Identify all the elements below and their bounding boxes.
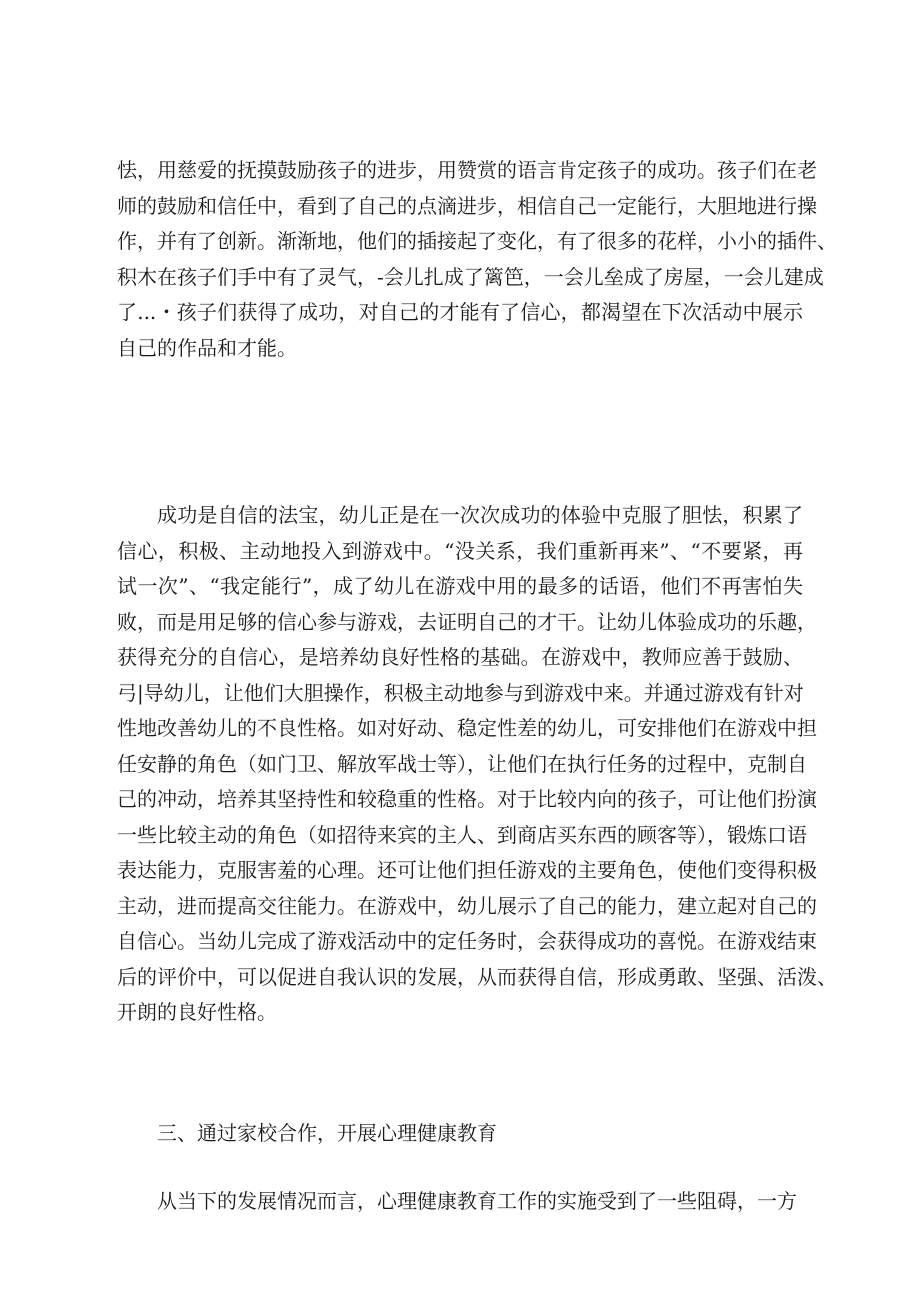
text-line: 信心，积极、主动地投入到游戏中。“没关系，我们重新再来”、“不要紧，再 bbox=[117, 538, 803, 563]
text-line: 积木在孩子们手中有了灵气，-会儿扎成了篱笆，一会儿垒成了房屋，一会儿建成 bbox=[117, 264, 824, 289]
text-line: 主动，进而提高交往能力。在游戏中，幼儿展示了自己的能力，建立起对自己的 bbox=[117, 893, 817, 918]
text-line: 弓|导幼儿，让他们大胆操作，积极主动地参与到游戏中来。并通过游戏有针对 bbox=[117, 680, 804, 705]
text-line: 作，并有了创新。渐渐地，他们的插接起了变化，有了很多的花样，小小的插件、 bbox=[117, 229, 837, 253]
text-line: 任安静的角色（如门卫、解放军战士等），让他们在执行任务的过程中，克制自 bbox=[117, 751, 807, 776]
text-line: 己的冲动，培养其坚持性和较稳重的性格。对于比较内向的孩子，可让他们扮演 bbox=[117, 787, 817, 811]
text-line: 获得充分的自信心，是培养幼良好性格的基础。在游戏中，教师应善于鼓励、 bbox=[117, 645, 803, 669]
text-line: 败，而是用足够的信心参与游戏，去证明自己的才干。让幼儿体验成功的乐趣， bbox=[117, 609, 817, 634]
text-line: 师的鼓励和信任中，看到了自己的点滴进步，相信自己一定能行，大胆地进行操 bbox=[117, 193, 817, 218]
text-line: 性地改善幼儿的不良性格。如对好动、稳定性差的幼儿，可安排他们在游戏中担 bbox=[117, 716, 817, 740]
paragraph-home-school bbox=[117, 1184, 803, 1220]
text-line: 开朗的良好性格。 bbox=[117, 1000, 277, 1024]
paragraph-continuation bbox=[117, 153, 837, 366]
section-heading-text: 三、通过家校合作，开展心理健康教育 bbox=[157, 1121, 497, 1145]
text-line: 一些比较主动的角色（如招待来宾的主人、到商店买东西的顾客等），锻炼口语 bbox=[117, 822, 807, 847]
text-line: 怯，用慈爱的抚摸鼓励孩子的进步，用赞赏的语言肯定孩子的成功。孩子们在老 bbox=[117, 158, 817, 182]
text-line: 自信心。当幼儿完成了游戏活动中的定任务时，会获得成功的喜悦。在游戏结束 bbox=[117, 929, 817, 953]
text-line: 表达能力，克服害羞的心理。还可让他们担任游戏的主要角色，使他们变得积极 bbox=[117, 858, 817, 882]
text-line: 后的评价中，可以促进自我认识的发展，从而获得自信，形成勇敢、坚强、活泼、 bbox=[117, 964, 837, 989]
text-line: 试一次”、“我定能行”，成了幼儿在游戏中用的最多的话语，他们不再害怕失 bbox=[117, 574, 803, 598]
text-line: 成功是自信的法宝，幼儿正是在一次次成功的体验中克服了胆怯，积累了 bbox=[157, 503, 803, 527]
paragraph-success-confidence bbox=[117, 498, 837, 1031]
text-line: 从当下的发展情况而言，心理健康教育工作的实施受到了一些阻碍，一方 bbox=[157, 1189, 797, 1213]
text-line: 了...・孩子们获得了成功，对自己的才能有了信心，都渴望在下次活动中展示 bbox=[117, 300, 803, 324]
text-line: 自己的作品和才能。 bbox=[117, 335, 297, 360]
section-heading bbox=[117, 1116, 803, 1152]
